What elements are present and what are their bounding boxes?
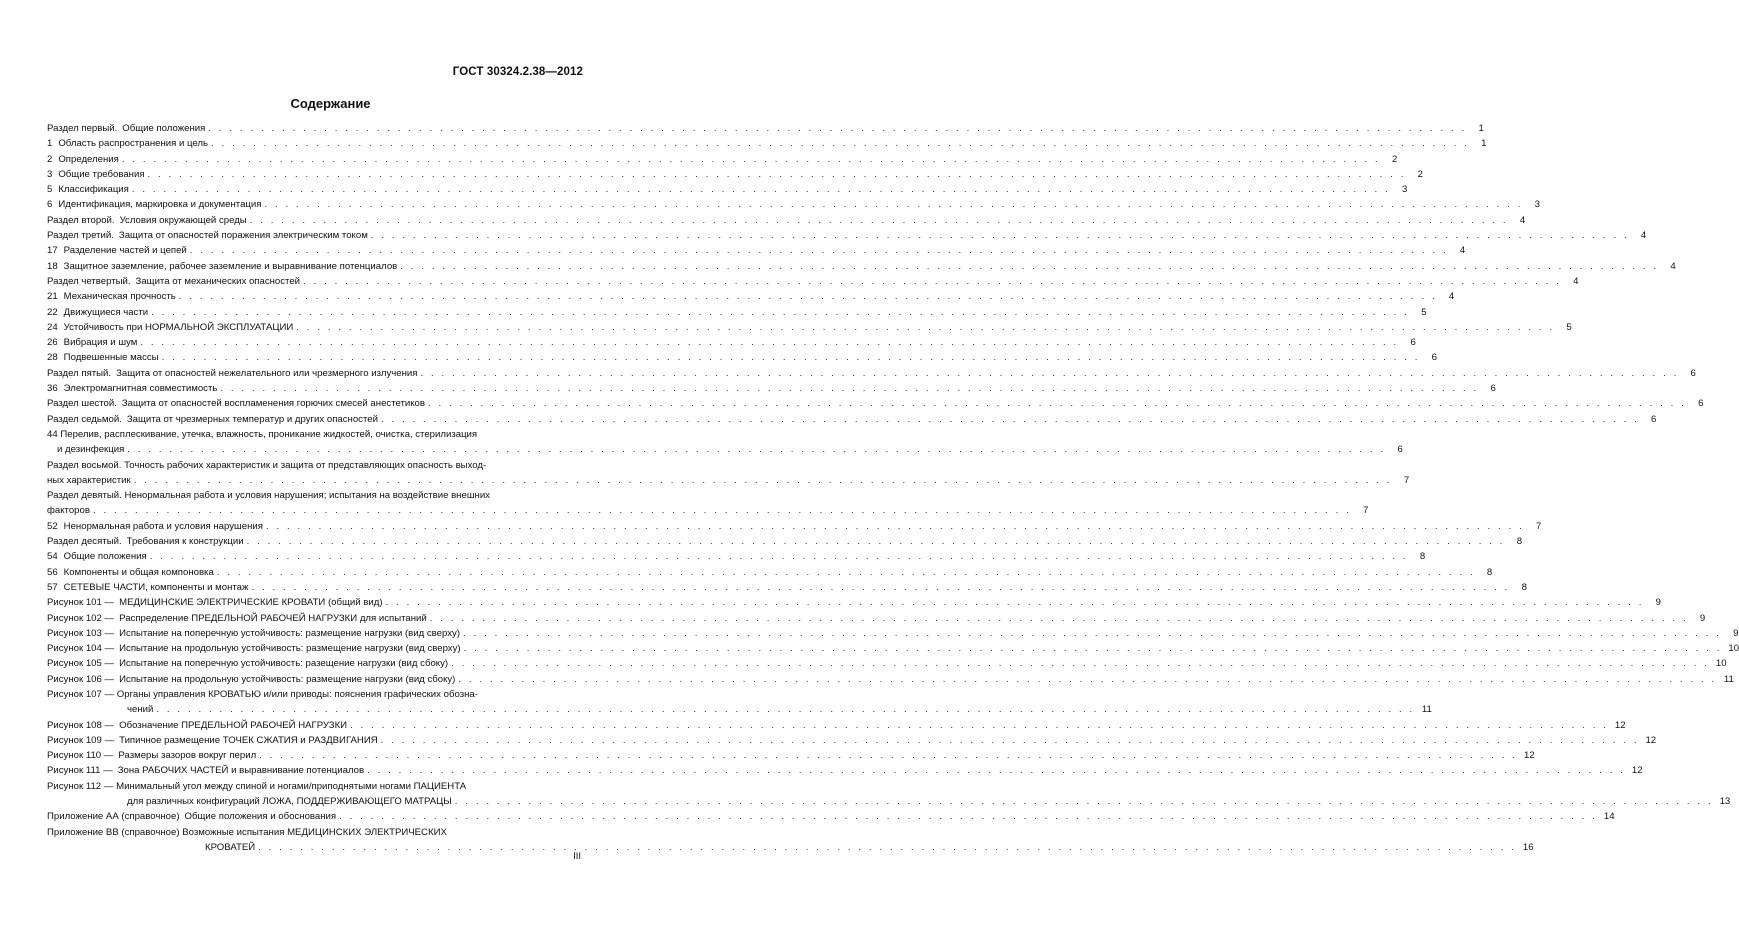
toc-entry-title: Классификация — [58, 184, 129, 196]
toc-entry-title: Органы управления КРОВАТЬЮ и/или приводы: пояснения графических обозна- — [116, 688, 478, 700]
toc-entry-number: Раздел шестой. — [47, 398, 117, 410]
dot-leader: . . . . . . . . . . . . . . . . . . . . . . . . . . . . . . . . . . . . . . . . . . . . . . . . . . . . . . . . . . . . . . . . . . . . . . . . . . . . . . . . . . . . . . . . . . . . . . . . . . . . . . . . . . . . . . . . . . . . . . . . — [265, 520, 1525, 532]
toc-entry-number: Рисунок 112 — — [47, 780, 114, 792]
toc-page-number: 7 — [1536, 520, 1542, 532]
toc-page-number: 3 — [1534, 199, 1540, 211]
toc-entry-title: Общие положения — [63, 551, 147, 563]
toc-entry-title: Зона РАБОЧИХ ЧАСТЕЙ и выравнивание потенциалов — [117, 765, 365, 777]
toc-entry[interactable] — [47, 320, 1572, 335]
toc-entry[interactable] — [47, 718, 1626, 733]
toc-entry[interactable] — [47, 412, 1657, 427]
toc-entry-number: 24 — [47, 321, 58, 333]
toc-page-number: 2 — [1391, 153, 1398, 165]
toc-entry-title: СЕТЕВЫЕ ЧАСТИ, компоненты и монтаж — [63, 581, 249, 593]
dot-leader: . . . . . . . . . . . . . . . . . . . . . . . . . . . . . . . . . . . . . . . . . . . . . . . . . . . . . . . . . . . . . . . . . . . . . . . . . . . . . . . . . . . . . . . . . . . . . . . . . . . . . . . . . . . . . . . . . . . . . . . . — [121, 153, 1381, 165]
toc-entry-title: Общие требования — [58, 168, 145, 180]
dot-leader: . . . . . . . . . . . . . . . . . . . . . . . . . . . . . . . . . . . . . . . . . . . . . . . . . . . . . . . . . . . . . . . . . . . . . . . . . . . . . . . . . . . . . . . . . . . . . . . . . . . . . . . . . . . . . . . . . . . . . . . . — [380, 413, 1640, 425]
dot-leader: . . . . . . . . . . . . . . . . . . . . . . . . . . . . . . . . . . . . . . . . . . . . . . . . . . . . . . . . . . . . . . . . . . . . . . . . . . . . . . . . . . . . . . . . . . . . . . . . . . . . . . . . . . . . . . . . . . . . . . . . — [211, 138, 1470, 150]
toc-entry-title: Ненормальная работа и условия нарушения — [63, 520, 263, 532]
toc-entry[interactable] — [47, 519, 1542, 534]
toc-entry[interactable] — [47, 335, 1416, 350]
toc-entry[interactable] — [47, 381, 1496, 396]
toc-page-number: 2 — [1417, 168, 1423, 180]
toc-entry-title: Устойчивость при НОРМАЛЬНОЙ ЭКСПЛУАТАЦИИ — [63, 321, 294, 333]
toc-entry[interactable] — [47, 350, 1438, 365]
toc-entry-number: Раздел седьмой. — [47, 413, 122, 425]
dot-leader: . . . . . . . . . . . . . . . . . . . . . . . . . . . . . . . . . . . . . . . . . . . . . . . . . . . . . . . . . . . . . . . . . . . . . . . . . . . . . . . . . . . . . . . . . . . . . . . . . . . . . . . . . . . . . . . . . . . . . . . . — [385, 597, 1644, 609]
toc-page-number: 6 — [1431, 352, 1438, 364]
toc-page-number: 6 — [1651, 413, 1657, 425]
toc-entry-title: Защита от опасностей нежелательного или чрезмерного излучения — [116, 367, 418, 379]
toc-entry[interactable] — [47, 748, 1535, 763]
toc-entry-title-continued: для различных конфигураций ЛОЖА, ПОДДЕРЖИВАЮЩЕГО МАТРАЦЫ — [127, 796, 452, 808]
toc-page-number: 10 — [1728, 643, 1739, 655]
toc-entry[interactable] — [47, 595, 1661, 610]
toc-entry[interactable] — [47, 809, 1615, 824]
toc-entry[interactable] — [47, 611, 1706, 626]
toc-entry-title: Защита от опасностей воспламенения горючих смесей анестетиков — [121, 398, 425, 410]
toc-entry[interactable] — [47, 305, 1427, 320]
dot-leader: . . . . . . . . . . . . . . . . . . . . . . . . . . . . . . . . . . . . . . . . . . . . . . . . . . . . . . . . . . . . . . . . . . . . . . . . . . . . . . . . . . . . . . . . . . . . . . . . . . . . . . . . . . . . . . . . . . . . . . . . — [264, 199, 1523, 211]
toc-entry-number: Рисунок 102 — — [47, 612, 115, 624]
toc-entry-number: Раздел девятый. — [47, 490, 122, 502]
toc-entry-title-continued: КРОВАТЕЙ — [205, 841, 256, 853]
dot-leader: . . . . . . . . . . . . . . . . . . . . . . . . . . . . . . . . . . . . . . . . . . . . . . . . . . . . . . . . . . . . . . . . . . . . . . . . . . . . . . . . . . . . . . . . . . . . . . . . . . . . . . . . . . . . . . . . . . . . . . . . — [189, 245, 1449, 257]
dot-leader: . . . . . . . . . . . . . . . . . . . . . . . . . . . . . . . . . . . . . . . . . . . . . . . . . . . . . . . . . . . . . . . . . . . . . . . . . . . . . . . . . . . . . . . . . . . . . . . . . . . . . . . . . . . . . . . . . . . . . . . . — [208, 123, 1467, 134]
toc-page-number: 8 — [1419, 551, 1426, 563]
toc-entry-number: 28 — [47, 352, 58, 364]
toc-page-number: 7 — [1403, 474, 1410, 486]
toc-entry-title: Распределение ПРЕДЕЛЬНОЙ РАБОЧЕЙ НАГРУЗКИ для испытаний — [119, 612, 427, 624]
toc-entry-title: Ненормальная работа и условия нарушения; испытания на воздействие внешних — [124, 490, 490, 502]
toc-entry[interactable] — [47, 366, 1696, 381]
toc-entry[interactable] — [47, 243, 1466, 258]
toc-entry-title-continued: ных характеристик — [47, 474, 131, 486]
toc-entry[interactable] — [47, 656, 1727, 671]
toc-page-number: 5 — [1566, 321, 1572, 333]
toc-entry-title-continued: чений — [127, 704, 154, 716]
toc-entry[interactable] — [47, 259, 1676, 274]
toc-entry-number: Рисунок 111 — — [47, 765, 113, 777]
toc-page-number: 9 — [1733, 627, 1739, 639]
toc-entry-number: Раздел первый. — [47, 123, 118, 134]
dot-leader: . . . . . . . . . . . . . . . . . . . . . . . . . . . . . . . . . . . . . . . . . . . . . . . . . . . . . . . . . . . . . . . . . . . . . . . . . . . . . . . . . . . . . . . . . . . . . . . . . . . . . . . . . . . . . . . . . . . . . . . . — [127, 444, 1386, 456]
toc-entry[interactable] — [47, 779, 1731, 810]
toc-entry-title: МЕДИЦИНСКИЕ ЭЛЕКТРИЧЕСКИЕ КРОВАТИ (общий вид) — [119, 597, 383, 609]
toc-entry-title: Защита от опасностей поражения электрическим током — [118, 230, 368, 242]
toc-page-number: 6 — [1698, 398, 1704, 410]
toc-page-number: 16 — [1522, 841, 1534, 853]
toc-entry[interactable] — [47, 763, 1643, 778]
toc-entry-title: Возможные испытания МЕДИЦИНСКИХ ЭЛЕКТРИЧЕСКИХ — [182, 826, 447, 838]
toc-entry-title: Защита от чрезмерных температур и других опасностей — [126, 413, 378, 425]
toc-page-number: 6 — [1410, 337, 1416, 349]
toc-entry-number: Рисунок 107 — — [47, 688, 115, 700]
toc-entry[interactable] — [47, 396, 1704, 411]
toc-page-number: 5 — [1421, 306, 1427, 318]
toc-entry[interactable] — [47, 534, 1523, 549]
dot-leader: . . . . . . . . . . . . . . . . . . . . . . . . . . . . . . . . . . . . . . . . . . . . . . . . . . . . . . . . . . . . . . . . . . . . . . . . . . . . . . . . . . . . . . . . . . . . . . . . . . . . . . . . . . . . . . . . . . . . . . . . — [92, 505, 1352, 517]
toc-page-number: 4 — [1640, 230, 1647, 242]
toc-entry-number: Раздел второй. — [47, 214, 115, 226]
toc-entry[interactable] — [47, 289, 1455, 304]
toc-entry-number: 54 — [47, 551, 58, 563]
dot-leader: . . . . . . . . . . . . . . . . . . . . . . . . . . . . . . . . . . . . . . . . . . . . . . . . . . . . . . . . . . . . . . . . . . . . . . . . . . . . . . . . . . . . . . . . . . . . . . . . . . . . . . . . . . . . . . . . . . . . . . . . — [296, 321, 1555, 333]
dot-leader: . . . . . . . . . . . . . . . . . . . . . . . . . . . . . . . . . . . . . . . . . . . . . . . . . . . . . . . . . . . . . . . . . . . . . . . . . . . . . . . . . . . . . . . . . . . . . . . . . . . . . . . . . . . . . . . . . . . . . . . . — [220, 383, 1479, 395]
toc-entry-title: Вибрация и шум — [63, 337, 138, 349]
toc-entry-title: Размеры зазоров вокруг перил — [118, 750, 257, 762]
toc-entry-number: 2 — [47, 153, 53, 165]
toc-entry[interactable] — [47, 121, 1484, 136]
toc-entry[interactable] — [47, 672, 1734, 687]
dot-leader: . . . . . . . . . . . . . . . . . . . . . . . . . . . . . . . . . . . . . . . . . . . . . . . . . . . . . . . . . . . . . . . . . . . . . . . . . . . . . . . . . . . . . . . . . . . . . . . . . . . . . . . . . . . . . . . . . . . . . . . . — [246, 536, 1506, 548]
toc-entry[interactable] — [47, 197, 1540, 212]
toc-entry[interactable] — [47, 213, 1526, 228]
toc-entry-title: Минимальный угол между спиной и ногами/приподнятыми ногами ПАЦИЕНТА — [116, 780, 467, 792]
dot-leader: . . . . . . . . . . . . . . . . . . . . . . . . . . . . . . . . . . . . . . . . . . . . . . . . . . . . . . . . . . . . . . . . . . . . . . . . . . . . . . . . . . . . . . . . . . . . . . . . . . . . . . . . . . . . . . . . . . . . . . . . — [380, 734, 1640, 746]
toc-entry-number: Приложение АА (справочное) — [47, 811, 180, 823]
toc-entry-title: Требования к конструкции — [126, 536, 244, 548]
toc-entry[interactable] — [47, 274, 1579, 289]
toc-page-number: 9 — [1699, 612, 1706, 624]
toc-entry-title: Типичное размещение ТОЧЕК СЖАТИЯ и РАЗДВИГАНИЯ — [119, 734, 378, 746]
dot-leader: . . . . . . . . . . . . . . . . . . . . . . . . . . . . . . . . . . . . . . . . . . . . . . . . . . . . . . . . . . . . . . . . . . . . . . . . . . . . . . . . . . . . . . . . . . . . . . . . . . . . . . . . . . . . . . . . . . . . . . . . — [420, 367, 1679, 379]
toc-entry-number: 21 — [47, 291, 58, 303]
dot-leader: . . . . . . . . . . . . . . . . . . . . . . . . . . . . . . . . . . . . . . . . . . . . . . . . . . . . . . . . . . . . . . . . . . . . . . . . . . . . . . . . . . . . . . . . . . . . . . . . . . . . . . . . . . . . . . . . . . . . . . . . — [454, 796, 1714, 808]
toc-page-number: 1 — [1478, 123, 1484, 134]
toc-page-number: 13 — [1719, 796, 1731, 808]
dot-leader: . . . . . . . . . . . . . . . . . . . . . . . . . . . . . . . . . . . . . . . . . . . . . . . . . . . . . . . . . . . . . . . . . . . . . . . . . . . . . . . . . . . . . . . . . . . . . . . . . . . . . . . . . . . . . . . . . . . . . . . . — [147, 168, 1406, 180]
toc-page-number: 7 — [1363, 505, 1369, 517]
dot-leader: . . . . . . . . . . . . . . . . . . . . . . . . . . . . . . . . . . . . . . . . . . . . . . . . . . . . . . . . . . . . . . . . . . . . . . . . . . . . . . . . . . . . . . . . . . . . . . . . . . . . . . . . . . . . . . . . . . . . . . . . — [350, 719, 1609, 731]
toc-entry[interactable] — [47, 687, 1432, 718]
toc-entry-title: Защита от механических опасностей — [135, 275, 301, 287]
toc-page-number: 4 — [1670, 260, 1676, 272]
dot-leader: . . . . . . . . . . . . . . . . . . . . . . . . . . . . . . . . . . . . . . . . . . . . . . . . . . . . . . . . . . . . . . . . . . . . . . . . . . . . . . . . . . . . . . . . . . . . . . . . . . . . . . . . . . . . . . . . . . . . . . . . — [463, 627, 1722, 639]
dot-leader: . . . . . . . . . . . . . . . . . . . . . . . . . . . . . . . . . . . . . . . . . . . . . . . . . . . . . . . . . . . . . . . . . . . . . . . . . . . . . . . . . . . . . . . . . . . . . . . . . . . . . . . . . . . . . . . . . . . . . . . . — [133, 474, 1393, 486]
toc-entry[interactable] — [47, 549, 1426, 564]
toc-page-number: 8 — [1521, 581, 1527, 593]
toc-page-number: 1 — [1481, 138, 1487, 150]
toc-page-number: 6 — [1490, 383, 1496, 395]
toc-entry-number: Раздел четвертый. — [47, 275, 131, 287]
dot-leader: . . . . . . . . . . . . . . . . . . . . . . . . . . . . . . . . . . . . . . . . . . . . . . . . . . . . . . . . . . . . . . . . . . . . . . . . . . . . . . . . . . . . . . . . . . . . . . . . . . . . . . . . . . . . . . . . . . . . . . . . — [178, 291, 1438, 303]
dot-leader: . . . . . . . . . . . . . . . . . . . . . . . . . . . . . . . . . . . . . . . . . . . . . . . . . . . . . . . . . . . . . . . . . . . . . . . . . . . . . . . . . . . . . . . . . . . . . . . . . . . . . . . . . . . . . . . . . . . . . . . . — [339, 811, 1598, 823]
standard-code: ГОСТ 30324.2.38—2012 — [452, 66, 583, 78]
toc-entry-title: Общие положения и обоснования — [184, 811, 337, 823]
toc-entry[interactable] — [47, 733, 1657, 748]
toc-entry-title: Общие положения — [122, 123, 206, 134]
toc-entry-number: 17 — [47, 245, 58, 257]
toc-entry-title: Точность рабочих характеристик и защита от представляющих опасность выход- — [124, 459, 487, 471]
toc-page-number: 6 — [1397, 444, 1403, 456]
toc-entry-title-continued: факторов — [47, 505, 90, 517]
dot-leader: . . . . . . . . . . . . . . . . . . . . . . . . . . . . . . . . . . . . . . . . . . . . . . . . . . . . . . . . . . . . . . . . . . . . . . . . . . . . . . . . . . . . . . . . . . . . . . . . . . . . . . . . . . . . . . . . . . . . . . . . — [251, 581, 1510, 593]
dot-leader: . . . . . . . . . . . . . . . . . . . . . . . . . . . . . . . . . . . . . . . . . . . . . . . . . . . . . . . . . . . . . . . . . . . . . . . . . . . . . . . . . . . . . . . . . . . . . . . . . . . . . . . . . . . . . . . . . . . . . . . . — [429, 612, 1689, 624]
toc-entry-number: 22 — [47, 306, 58, 318]
toc-entry-title: Испытание на продольную устойчивость: размещение нагрузки (вид сверху) — [119, 643, 461, 655]
dot-leader: . . . . . . . . . . . . . . . . . . . . . . . . . . . . . . . . . . . . . . . . . . . . . . . . . . . . . . . . . . . . . . . . . . . . . . . . . . . . . . . . . . . . . . . . . . . . . . . . . . . . . . . . . . . . . . . . . . . . . . . . — [367, 765, 1626, 777]
toc-entry[interactable] — [47, 136, 1487, 151]
toc-entry[interactable] — [47, 182, 1408, 197]
toc-page-number: 8 — [1486, 566, 1493, 578]
toc-page-number: 4 — [1573, 275, 1579, 287]
toc-entry[interactable] — [47, 167, 1423, 182]
toc-entry-number: 44 — [47, 428, 58, 440]
page-number: III — [573, 851, 581, 862]
toc-entry-number: 36 — [47, 383, 58, 395]
toc-entry-number: 26 — [47, 337, 58, 349]
toc-entry-title: Область распространения и цель — [58, 138, 209, 150]
dot-leader: . . . . . . . . . . . . . . . . . . . . . . . . . . . . . . . . . . . . . . . . . . . . . . . . . . . . . . . . . . . . . . . . . . . . . . . . . . . . . . . . . . . . . . . . . . . . . . . . . . . . . . . . . . . . . . . . . . . . . . . . — [161, 352, 1421, 364]
toc-entry-number: 5 — [47, 184, 53, 196]
toc-entry-number: 57 — [47, 581, 58, 593]
toc-entry-number: Рисунок 103 — — [47, 627, 115, 639]
table-of-contents — [47, 121, 1739, 855]
toc-page-number: 12 — [1645, 734, 1657, 746]
dot-leader: . . . . . . . . . . . . . . . . . . . . . . . . . . . . . . . . . . . . . . . . . . . . . . . . . . . . . . . . . . . . . . . . . . . . . . . . . . . . . . . . . . . . . . . . . . . . . . . . . . . . . . . . . . . . . . . . . . . . . . . . — [400, 260, 1659, 272]
toc-entry-title: Перелив, расплескивание, утечка, влажность, проникание жидкостей, очистка, стерилизация — [60, 428, 478, 440]
toc-entry-title: Движущиеся части — [63, 306, 149, 318]
dot-leader: . . . . . . . . . . . . . . . . . . . . . . . . . . . . . . . . . . . . . . . . . . . . . . . . . . . . . . . . . . . . . . . . . . . . . . . . . . . . . . . . . . . . . . . . . . . . . . . . . . . . . . . . . . . . . . . . . . . . . . . . — [149, 551, 1409, 563]
dot-leader: . . . . . . . . . . . . . . . . . . . . . . . . . . . . . . . . . . . . . . . . . . . . . . . . . . . . . . . . . . . . . . . . . . . . . . . . . . . . . . . . . . . . . . . . . . . . . . . . . . . . . . . . . . . . . . . . . . . . . . . . — [463, 643, 1723, 655]
toc-entry-number: Рисунок 104 — — [47, 643, 115, 655]
toc-page-number: 11 — [1421, 704, 1432, 716]
toc-entry[interactable] — [47, 488, 1369, 519]
toc-entry-number: Рисунок 106 — — [47, 673, 115, 685]
toc-page-number: 12 — [1631, 765, 1643, 777]
toc-entry-title: Механическая прочность — [63, 291, 176, 303]
toc-page-number: 4 — [1459, 245, 1466, 257]
toc-entry-number: 3 — [47, 168, 53, 180]
toc-entry-title: Испытание на поперечную устойчивость: разещение нагрузки (вид сбоку) — [119, 658, 449, 670]
toc-entry-number: Рисунок 108 — — [47, 719, 115, 731]
toc-page-number: 14 — [1603, 811, 1615, 823]
toc-entry-number: Рисунок 101 — — [47, 597, 115, 609]
toc-page-number: 10 — [1715, 658, 1727, 670]
toc-entry-title: Определения — [58, 153, 119, 165]
toc-entry-number: 52 — [47, 520, 58, 532]
toc-entry-title: Испытание на поперечную устойчивость: размещение нагрузки (вид сверху) — [119, 627, 461, 639]
toc-entry[interactable] — [47, 228, 1647, 243]
toc-entry-title: Подвешенные массы — [63, 352, 159, 364]
toc-entry-number: 1 — [47, 138, 53, 150]
toc-entry-title: Разделение частей и цепей — [63, 245, 187, 257]
toc-entry-number: Раздел восьмой. — [47, 459, 122, 471]
toc-entry-number: Рисунок 110 — — [47, 750, 114, 762]
dot-leader: . . . . . . . . . . . . . . . . . . . . . . . . . . . . . . . . . . . . . . . . . . . . . . . . . . . . . . . . . . . . . . . . . . . . . . . . . . . . . . . . . . . . . . . . . . . . . . . . . . . . . . . . . . . . . . . . . . . . . . . . — [156, 704, 1415, 716]
dot-leader: . . . . . . . . . . . . . . . . . . . . . . . . . . . . . . . . . . . . . . . . . . . . . . . . . . . . . . . . . . . . . . . . . . . . . . . . . . . . . . . . . . . . . . . . . . . . . . . . . . . . . . . . . . . . . . . . . . . . . . . . — [370, 230, 1630, 242]
dot-leader: . . . . . . . . . . . . . . . . . . . . . . . . . . . . . . . . . . . . . . . . . . . . . . . . . . . . . . . . . . . . . . . . . . . . . . . . . . . . . . . . . . . . . . . . . . . . . . . . . . . . . . . . . . . . . . . . . . . . . . . . — [258, 841, 1517, 853]
dot-leader: . . . . . . . . . . . . . . . . . . . . . . . . . . . . . . . . . . . . . . . . . . . . . . . . . . . . . . . . . . . . . . . . . . . . . . . . . . . . . . . . . . . . . . . . . . . . . . . . . . . . . . . . . . . . . . . . . . . . . . . . — [140, 337, 1399, 349]
toc-page-number: 3 — [1401, 184, 1408, 196]
toc-entry-title: Электромагнитная совместимость — [63, 383, 218, 395]
toc-entry-number: Раздел пятый. — [47, 367, 112, 379]
toc-entry[interactable] — [47, 427, 1403, 458]
toc-entry-title-continued: и дезинфекция — [57, 444, 125, 456]
toc-entry[interactable] — [47, 565, 1493, 580]
toc-page-number: 4 — [1519, 214, 1526, 226]
toc-entry[interactable] — [47, 641, 1739, 656]
toc-entry-title: Условия окружающей среды — [119, 214, 247, 226]
toc-page-number: 4 — [1448, 291, 1455, 303]
toc-entry-title: Защитное заземление, рабочее заземление и выравнивание потенциалов — [63, 260, 398, 272]
dot-leader: . . . . . . . . . . . . . . . . . . . . . . . . . . . . . . . . . . . . . . . . . . . . . . . . . . . . . . . . . . . . . . . . . . . . . . . . . . . . . . . . . . . . . . . . . . . . . . . . . . . . . . . . . . . . . . . . . . . . . . . . — [303, 275, 1562, 287]
toc-entry-title: Идентификация, маркировка и документация — [58, 199, 262, 211]
toc-entry-number: 56 — [47, 566, 58, 578]
toc-page-number: 12 — [1614, 719, 1626, 731]
toc-page-number: 6 — [1690, 367, 1696, 379]
dot-leader: . . . . . . . . . . . . . . . . . . . . . . . . . . . . . . . . . . . . . . . . . . . . . . . . . . . . . . . . . . . . . . . . . . . . . . . . . . . . . . . . . . . . . . . . . . . . . . . . . . . . . . . . . . . . . . . . . . . . . . . . — [451, 658, 1710, 670]
toc-entry-number: 6 — [47, 199, 53, 211]
toc-entry[interactable] — [47, 152, 1398, 167]
toc-entry[interactable] — [47, 626, 1739, 641]
dot-leader: . . . . . . . . . . . . . . . . . . . . . . . . . . . . . . . . . . . . . . . . . . . . . . . . . . . . . . . . . . . . . . . . . . . . . . . . . . . . . . . . . . . . . . . . . . . . . . . . . . . . . . . . . . . . . . . . . . . . . . . . — [259, 750, 1518, 762]
dot-leader: . . . . . . . . . . . . . . . . . . . . . . . . . . . . . . . . . . . . . . . . . . . . . . . . . . . . . . . . . . . . . . . . . . . . . . . . . . . . . . . . . . . . . . . . . . . . . . . . . . . . . . . . . . . . . . . . . . . . . . . . — [458, 673, 1717, 685]
toc-page-number: 9 — [1655, 597, 1661, 609]
toc-entry-number: Рисунок 109 — — [47, 734, 115, 746]
toc-entry-number: Рисунок 105 — — [47, 658, 115, 670]
toc-entry-number: 18 — [47, 260, 58, 272]
toc-entry-number: Приложение ВВ (справочное) — [47, 826, 180, 838]
toc-entry-title: Обозначение ПРЕДЕЛЬНОЙ РАБОЧЕЙ НАГРУЗКИ — [119, 719, 348, 731]
dot-leader: . . . . . . . . . . . . . . . . . . . . . . . . . . . . . . . . . . . . . . . . . . . . . . . . . . . . . . . . . . . . . . . . . . . . . . . . . . . . . . . . . . . . . . . . . . . . . . . . . . . . . . . . . . . . . . . . . . . . . . . . — [216, 566, 1476, 578]
toc-entry-number: Раздел десятый. — [47, 536, 122, 548]
toc-entry[interactable] — [47, 825, 1534, 856]
toc-entry[interactable] — [47, 580, 1527, 595]
dot-leader: . . . . . . . . . . . . . . . . . . . . . . . . . . . . . . . . . . . . . . . . . . . . . . . . . . . . . . . . . . . . . . . . . . . . . . . . . . . . . . . . . . . . . . . . . . . . . . . . . . . . . . . . . . . . . . . . . . . . . . . . — [151, 306, 1410, 318]
toc-entry-title: Испытание на продольную устойчивость: размещение нагрузки (вид сбоку) — [119, 673, 456, 685]
toc-entry-number: Раздел третий. — [47, 230, 114, 242]
toc-page-number: 12 — [1523, 750, 1535, 762]
dot-leader: . . . . . . . . . . . . . . . . . . . . . . . . . . . . . . . . . . . . . . . . . . . . . . . . . . . . . . . . . . . . . . . . . . . . . . . . . . . . . . . . . . . . . . . . . . . . . . . . . . . . . . . . . . . . . . . . . . . . . . . . — [131, 184, 1391, 196]
dot-leader: . . . . . . . . . . . . . . . . . . . . . . . . . . . . . . . . . . . . . . . . . . . . . . . . . . . . . . . . . . . . . . . . . . . . . . . . . . . . . . . . . . . . . . . . . . . . . . . . . . . . . . . . . . . . . . . . . . . . . . . . — [249, 214, 1509, 226]
toc-page-number: 11 — [1723, 673, 1734, 685]
dot-leader: . . . . . . . . . . . . . . . . . . . . . . . . . . . . . . . . . . . . . . . . . . . . . . . . . . . . . . . . . . . . . . . . . . . . . . . . . . . . . . . . . . . . . . . . . . . . . . . . . . . . . . . . . . . . . . . . . . . . . . . . — [428, 398, 1687, 410]
toc-entry[interactable] — [47, 458, 1410, 489]
toc-title: Содержание — [290, 96, 371, 111]
toc-entry-title: Компоненты и общая компоновка — [63, 566, 214, 578]
toc-page-number: 8 — [1516, 536, 1523, 548]
